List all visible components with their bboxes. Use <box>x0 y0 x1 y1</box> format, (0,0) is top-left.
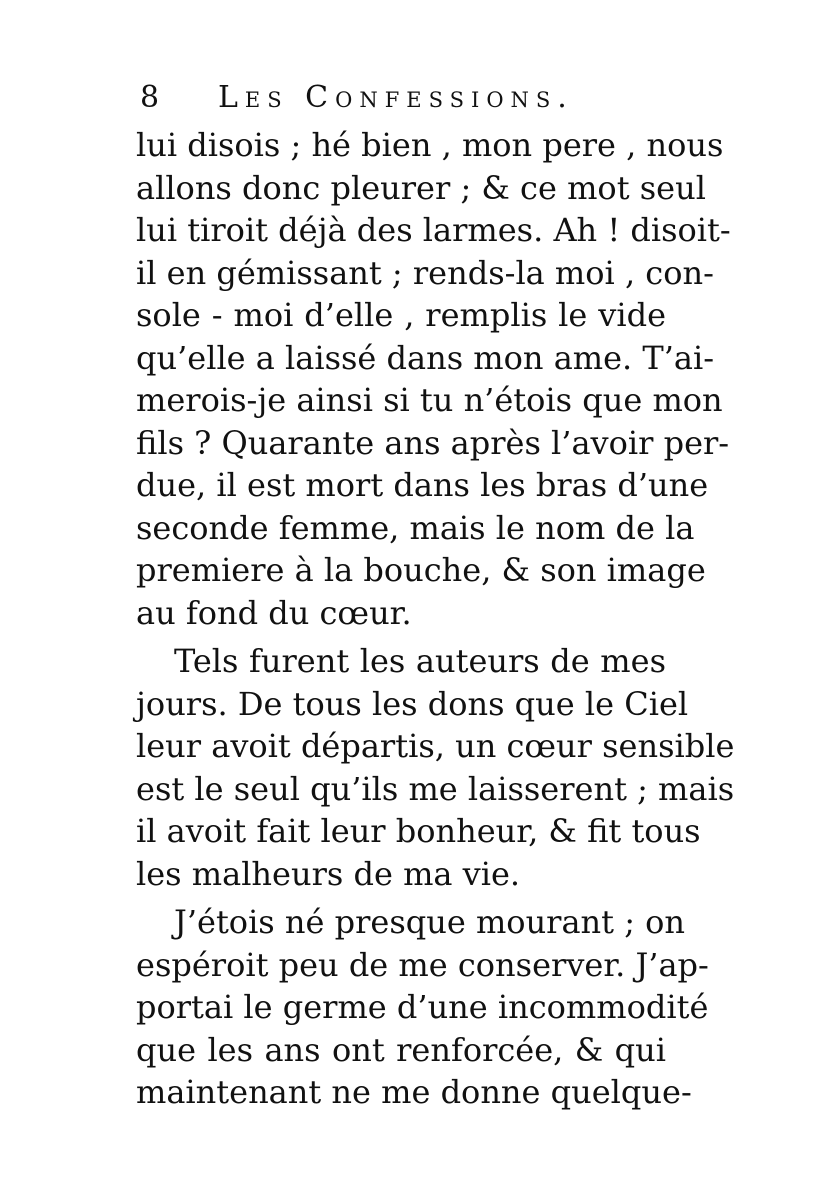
text-line: il en gémissant ; rends-la moi , con- <box>136 253 714 292</box>
paragraph-1 <box>136 124 731 634</box>
text-line: les malheurs de ma vie. <box>136 854 521 893</box>
text-line: Tels furent les auteurs de mes <box>174 642 666 680</box>
text-line: premiere à la bouche, & son image <box>136 551 706 589</box>
text-line: qu’elle a laissé dans mon ame. T’ai- <box>136 338 715 377</box>
text-line: que les ans ont renforcée, & qui <box>136 1030 666 1069</box>
text-line: lui tiroit déjà des larmes. Ah ! disoit- <box>136 211 731 249</box>
text-line: merois-je ainsi si tu n’étois que mon <box>136 381 723 419</box>
text-line: fils ? Quarante ans après l’avoir per- <box>136 423 730 462</box>
text-line: leur avoit départis, un cœur sensible <box>136 727 735 765</box>
text-line: lui disois ; hé bien , mon pere , nous <box>136 126 724 164</box>
text-line: J’étois né presque mourant ; on <box>174 903 686 941</box>
body-text <box>136 124 735 1114</box>
text-line: due, il est mort dans les bras d’une <box>136 466 709 504</box>
text-line: est le seul qu’ils me laisserent ; mais <box>136 769 735 808</box>
text-line: portai le germe d’une incommodité <box>136 988 709 1026</box>
paragraph-2 <box>136 640 735 895</box>
paragraph-3 <box>136 901 709 1114</box>
text-line: maintenant ne me donne quelque- <box>136 1073 692 1111</box>
running-title: Les Confessions. <box>218 80 574 115</box>
page-number: 8 <box>140 80 160 115</box>
text-line: allons donc pleurer ; & ce mot seul <box>136 168 706 207</box>
text-line: espéroit peu de me conserver. J’ap- <box>136 945 709 984</box>
text-line: au fond du cœur. <box>136 593 412 632</box>
text-line: jours. De tous les dons que le Ciel <box>136 684 689 723</box>
text-line: seconde femme, mais le nom de la <box>136 508 695 547</box>
text-line: sole - moi d’elle , remplis le vide <box>136 296 666 334</box>
text-line: il avoit fait leur bonheur, & fit tous <box>136 812 701 850</box>
running-head <box>140 76 610 120</box>
